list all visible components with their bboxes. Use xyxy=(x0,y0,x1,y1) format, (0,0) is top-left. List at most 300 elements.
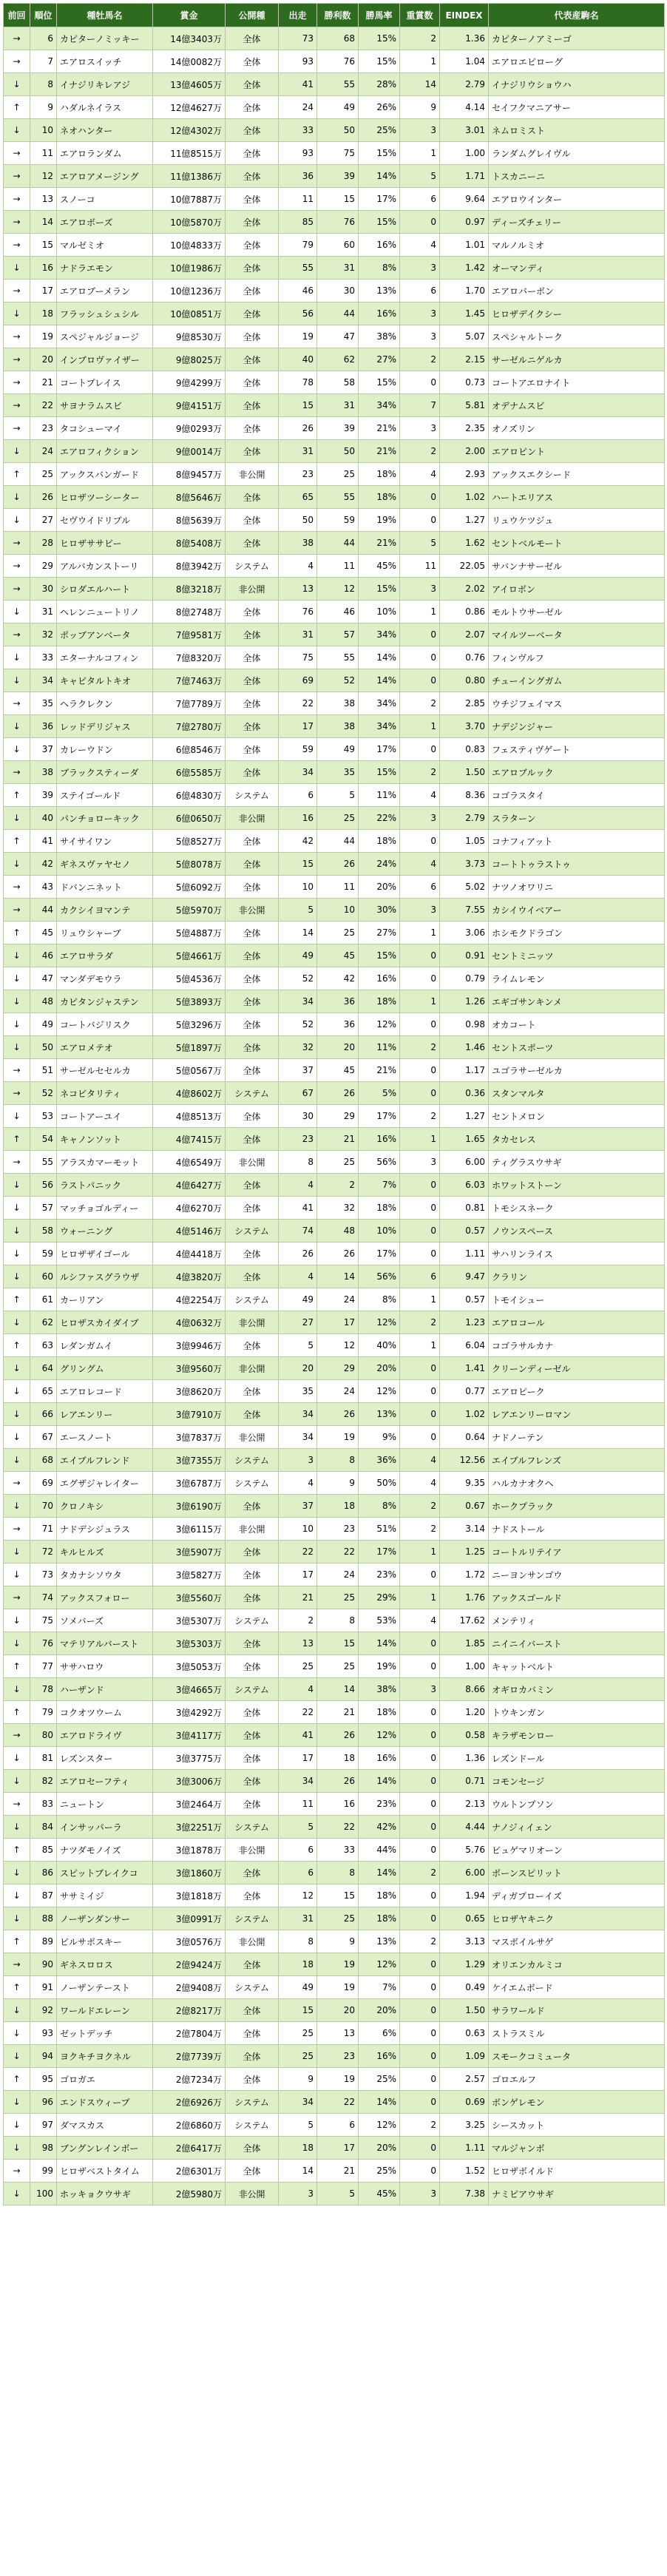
cell-prev-trend: ↓ xyxy=(4,1036,30,1059)
cell-starts: 15 xyxy=(279,394,317,417)
cell-sire-name: ニュートン xyxy=(57,1793,153,1816)
cell-representative-offspring: エイブルフレンズ xyxy=(489,1449,665,1472)
cell-prize: 4億3820万 xyxy=(153,1265,226,1288)
cell-prize: 2億6417万 xyxy=(153,2137,226,2160)
table-row xyxy=(4,73,665,96)
cell-representative-offspring: ナツノオワリニ xyxy=(489,876,665,899)
cell-representative-offspring: エアロピント xyxy=(489,440,665,463)
cell-starts: 10 xyxy=(279,1518,317,1541)
cell-representative-offspring: ゴロエルフ xyxy=(489,2068,665,2091)
table-row xyxy=(4,1976,665,1999)
cell-starts: 15 xyxy=(279,1999,317,2022)
cell-prev-trend: → xyxy=(4,280,30,302)
cell-representative-offspring: コゴラサルカナ xyxy=(489,1334,665,1357)
cell-public-type: 全体 xyxy=(226,738,279,761)
cell-starts: 46 xyxy=(279,280,317,302)
table-row xyxy=(4,257,665,280)
cell-representative-offspring: オーマンディ xyxy=(489,257,665,280)
table-row xyxy=(4,1678,665,1701)
cell-wins: 12 xyxy=(317,1334,359,1357)
table-row xyxy=(4,1563,665,1586)
cell-rank: 83 xyxy=(30,1793,57,1816)
cell-wins: 26 xyxy=(317,1770,359,1793)
cell-representative-offspring: ニーヨンサンゴウ xyxy=(489,1563,665,1586)
cell-win-rate: 12% xyxy=(359,1013,400,1036)
cell-win-rate: 16% xyxy=(359,2045,400,2068)
table-row xyxy=(4,325,665,348)
cell-public-type: 全体 xyxy=(226,2137,279,2160)
cell-prize: 2億6926万 xyxy=(153,2091,226,2114)
cell-wins: 44 xyxy=(317,830,359,853)
cell-public-type: 全体 xyxy=(226,692,279,715)
cell-public-type: システム xyxy=(226,2114,279,2137)
cell-graded-wins: 3 xyxy=(400,302,440,325)
cell-prev-trend: ↓ xyxy=(4,1495,30,1518)
cell-public-type: 全体 xyxy=(226,1747,279,1770)
cell-win-rate: 20% xyxy=(359,1999,400,2022)
cell-eindex: 0.58 xyxy=(440,1724,489,1747)
cell-graded-wins: 0 xyxy=(400,1884,440,1907)
cell-wins: 9 xyxy=(317,1930,359,1953)
cell-eindex: 6.00 xyxy=(440,1151,489,1174)
cell-representative-offspring: トスカニーニ xyxy=(489,165,665,188)
cell-eindex: 3.14 xyxy=(440,1518,489,1541)
cell-starts: 4 xyxy=(279,1174,317,1197)
cell-representative-offspring: カピターノアミーゴ xyxy=(489,27,665,50)
cell-eindex: 1.71 xyxy=(440,165,489,188)
cell-public-type: 全体 xyxy=(226,1013,279,1036)
cell-eindex: 1.36 xyxy=(440,27,489,50)
cell-graded-wins: 0 xyxy=(400,623,440,646)
cell-wins: 58 xyxy=(317,371,359,394)
cell-starts: 55 xyxy=(279,257,317,280)
cell-win-rate: 27% xyxy=(359,922,400,944)
cell-prize: 3億6787万 xyxy=(153,1472,226,1495)
cell-wins: 45 xyxy=(317,944,359,967)
cell-prev-trend: ↓ xyxy=(4,1632,30,1655)
cell-wins: 52 xyxy=(317,669,359,692)
cell-wins: 26 xyxy=(317,1082,359,1105)
cell-prize: 7億7463万 xyxy=(153,669,226,692)
cell-eindex: 1.50 xyxy=(440,761,489,784)
cell-wins: 25 xyxy=(317,463,359,486)
table-row xyxy=(4,1243,665,1265)
cell-rank: 51 xyxy=(30,1059,57,1082)
cell-rank: 46 xyxy=(30,944,57,967)
cell-public-type: 全体 xyxy=(226,1999,279,2022)
cell-sire-name: グリングム xyxy=(57,1357,153,1380)
cell-win-rate: 17% xyxy=(359,188,400,211)
cell-wins: 21 xyxy=(317,1701,359,1724)
cell-rank: 95 xyxy=(30,2068,57,2091)
cell-eindex: 1.46 xyxy=(440,1036,489,1059)
cell-representative-offspring: トウキンガン xyxy=(489,1701,665,1724)
table-row xyxy=(4,1449,665,1472)
cell-eindex: 1.04 xyxy=(440,50,489,73)
cell-eindex: 1.72 xyxy=(440,1563,489,1586)
cell-rank: 48 xyxy=(30,990,57,1013)
cell-win-rate: 7% xyxy=(359,1174,400,1197)
cell-wins: 68 xyxy=(317,27,359,50)
cell-eindex: 9.64 xyxy=(440,188,489,211)
cell-public-type: 全体 xyxy=(226,853,279,876)
cell-win-rate: 25% xyxy=(359,2068,400,2091)
cell-prev-trend: → xyxy=(4,1953,30,1976)
cell-starts: 59 xyxy=(279,738,317,761)
cell-public-type: 全体 xyxy=(226,1265,279,1288)
cell-rank: 64 xyxy=(30,1357,57,1380)
cell-wins: 12 xyxy=(317,578,359,601)
cell-public-type: 全体 xyxy=(226,1953,279,1976)
cell-public-type: 全体 xyxy=(226,142,279,165)
cell-prev-trend: ↓ xyxy=(4,601,30,623)
cell-eindex: 0.69 xyxy=(440,2091,489,2114)
cell-representative-offspring: フィンヴルフ xyxy=(489,646,665,669)
cell-graded-wins: 0 xyxy=(400,2137,440,2160)
cell-prize: 5億1897万 xyxy=(153,1036,226,1059)
cell-graded-wins: 0 xyxy=(400,1013,440,1036)
cell-wins: 23 xyxy=(317,1518,359,1541)
cell-eindex: 1.65 xyxy=(440,1128,489,1151)
cell-prev-trend: ↓ xyxy=(4,1862,30,1884)
cell-win-rate: 17% xyxy=(359,1243,400,1265)
cell-graded-wins: 1 xyxy=(400,142,440,165)
cell-rank: 49 xyxy=(30,1013,57,1036)
cell-eindex: 1.52 xyxy=(440,2160,489,2183)
cell-sire-name: カレーウドン xyxy=(57,738,153,761)
cell-rank: 62 xyxy=(30,1311,57,1334)
cell-prize: 9億4151万 xyxy=(153,394,226,417)
cell-sire-name: ナドラエモン xyxy=(57,257,153,280)
table-row xyxy=(4,27,665,50)
cell-wins: 47 xyxy=(317,325,359,348)
cell-prev-trend: → xyxy=(4,876,30,899)
cell-prize: 5億8078万 xyxy=(153,853,226,876)
table-row xyxy=(4,1334,665,1357)
cell-sire-name: アラスカマーモット xyxy=(57,1151,153,1174)
cell-graded-wins: 0 xyxy=(400,2022,440,2045)
cell-eindex: 1.94 xyxy=(440,1884,489,1907)
cell-graded-wins: 2 xyxy=(400,1311,440,1334)
table-row xyxy=(4,715,665,738)
cell-graded-wins: 0 xyxy=(400,509,440,532)
cell-wins: 26 xyxy=(317,853,359,876)
cell-graded-wins: 0 xyxy=(400,738,440,761)
cell-rank: 25 xyxy=(30,463,57,486)
cell-rank: 82 xyxy=(30,1770,57,1793)
cell-eindex: 1.11 xyxy=(440,1243,489,1265)
cell-prev-trend: ↓ xyxy=(4,2091,30,2114)
cell-graded-wins: 0 xyxy=(400,2068,440,2091)
cell-sire-name: エイブルフレンド xyxy=(57,1449,153,1472)
cell-sire-name: ヒロザササビー xyxy=(57,532,153,555)
cell-prev-trend: → xyxy=(4,623,30,646)
table-row xyxy=(4,853,665,876)
cell-eindex: 1.01 xyxy=(440,234,489,257)
cell-graded-wins: 0 xyxy=(400,486,440,509)
cell-public-type: システム xyxy=(226,784,279,807)
cell-prize: 8億5646万 xyxy=(153,486,226,509)
cell-graded-wins: 0 xyxy=(400,1563,440,1586)
cell-sire-name: カーリアン xyxy=(57,1288,153,1311)
cell-public-type: 非公開 xyxy=(226,578,279,601)
cell-win-rate: 14% xyxy=(359,1632,400,1655)
cell-public-type: 全体 xyxy=(226,715,279,738)
cell-representative-offspring: サバンナサーゼル xyxy=(489,555,665,578)
cell-starts: 65 xyxy=(279,486,317,509)
cell-win-rate: 12% xyxy=(359,2114,400,2137)
cell-win-rate: 18% xyxy=(359,486,400,509)
cell-sire-name: ノーザンダンサー xyxy=(57,1907,153,1930)
cell-rank: 35 xyxy=(30,692,57,715)
cell-public-type: 全体 xyxy=(226,1884,279,1907)
cell-graded-wins: 0 xyxy=(400,1403,440,1426)
cell-sire-name: スペジャルジョージ xyxy=(57,325,153,348)
cell-rank: 77 xyxy=(30,1655,57,1678)
cell-win-rate: 8% xyxy=(359,1495,400,1518)
cell-prize: 4億8602万 xyxy=(153,1082,226,1105)
cell-rank: 81 xyxy=(30,1747,57,1770)
cell-rank: 78 xyxy=(30,1678,57,1701)
cell-starts: 37 xyxy=(279,1495,317,1518)
cell-sire-name: ステイゴールド xyxy=(57,784,153,807)
cell-starts: 22 xyxy=(279,692,317,715)
cell-win-rate: 23% xyxy=(359,1563,400,1586)
table-row xyxy=(4,509,665,532)
cell-prev-trend: → xyxy=(4,1586,30,1609)
cell-rank: 68 xyxy=(30,1449,57,1472)
cell-eindex: 5.07 xyxy=(440,325,489,348)
cell-sire-name: タコシューマイ xyxy=(57,417,153,440)
cell-starts: 26 xyxy=(279,417,317,440)
cell-starts: 33 xyxy=(279,119,317,142)
table-row xyxy=(4,2045,665,2068)
cell-representative-offspring: トモシスネーク xyxy=(489,1197,665,1220)
cell-graded-wins: 0 xyxy=(400,371,440,394)
cell-win-rate: 23% xyxy=(359,1793,400,1816)
cell-public-type: 全体 xyxy=(226,1036,279,1059)
cell-prize: 4億4418万 xyxy=(153,1243,226,1265)
cell-prev-trend: ↓ xyxy=(4,715,30,738)
cell-win-rate: 16% xyxy=(359,302,400,325)
cell-rank: 76 xyxy=(30,1632,57,1655)
cell-rank: 87 xyxy=(30,1884,57,1907)
cell-sire-name: シロダエルハート xyxy=(57,578,153,601)
cell-prize: 3億9946万 xyxy=(153,1334,226,1357)
cell-public-type: 全体 xyxy=(226,1243,279,1265)
cell-prize: 12億4302万 xyxy=(153,119,226,142)
cell-representative-offspring: レアエンリーロマン xyxy=(489,1403,665,1426)
table-row xyxy=(4,234,665,257)
cell-public-type: 全体 xyxy=(226,1403,279,1426)
cell-graded-wins: 0 xyxy=(400,1839,440,1862)
table-row xyxy=(4,899,665,922)
table-row xyxy=(4,394,665,417)
cell-prev-trend: → xyxy=(4,1151,30,1174)
cell-eindex: 0.63 xyxy=(440,2022,489,2045)
header-starts: 出走 xyxy=(279,4,317,27)
cell-public-type: 全体 xyxy=(226,486,279,509)
cell-wins: 14 xyxy=(317,1678,359,1701)
cell-graded-wins: 3 xyxy=(400,578,440,601)
cell-public-type: システム xyxy=(226,1288,279,1311)
cell-prize: 12億4627万 xyxy=(153,96,226,119)
cell-wins: 49 xyxy=(317,96,359,119)
cell-public-type: 全体 xyxy=(226,1059,279,1082)
cell-win-rate: 12% xyxy=(359,1724,400,1747)
cell-rank: 30 xyxy=(30,578,57,601)
cell-prize: 9億4299万 xyxy=(153,371,226,394)
cell-rank: 12 xyxy=(30,165,57,188)
table-row xyxy=(4,165,665,188)
cell-representative-offspring: イナジリウショウハ xyxy=(489,73,665,96)
cell-prize: 8億9457万 xyxy=(153,463,226,486)
cell-sire-name: ギネスロロス xyxy=(57,1953,153,1976)
cell-prev-trend: ↓ xyxy=(4,990,30,1013)
cell-prize: 5億4661万 xyxy=(153,944,226,967)
cell-rank: 84 xyxy=(30,1816,57,1839)
cell-prize: 2億7234万 xyxy=(153,2068,226,2091)
cell-win-rate: 18% xyxy=(359,830,400,853)
cell-wins: 5 xyxy=(317,784,359,807)
cell-public-type: 全体 xyxy=(226,1724,279,1747)
cell-public-type: システム xyxy=(226,1976,279,1999)
cell-wins: 17 xyxy=(317,2137,359,2160)
cell-starts: 49 xyxy=(279,1976,317,1999)
cell-representative-offspring: クリーンディーゼル xyxy=(489,1357,665,1380)
cell-graded-wins: 0 xyxy=(400,1243,440,1265)
cell-eindex: 1.76 xyxy=(440,1586,489,1609)
cell-public-type: 全体 xyxy=(226,1770,279,1793)
cell-sire-name: タカナシソウタ xyxy=(57,1563,153,1586)
cell-rank: 74 xyxy=(30,1586,57,1609)
cell-public-type: 全体 xyxy=(226,73,279,96)
cell-sire-name: エアロドライヴ xyxy=(57,1724,153,1747)
cell-starts: 18 xyxy=(279,2137,317,2160)
cell-sire-name: エアロアメージング xyxy=(57,165,153,188)
cell-eindex: 0.77 xyxy=(440,1380,489,1403)
cell-rank: 57 xyxy=(30,1197,57,1220)
cell-win-rate: 36% xyxy=(359,1449,400,1472)
cell-sire-name: スノーコ xyxy=(57,188,153,211)
cell-rank: 90 xyxy=(30,1953,57,1976)
cell-rank: 52 xyxy=(30,1082,57,1105)
cell-starts: 41 xyxy=(279,1724,317,1747)
cell-prev-trend: ↓ xyxy=(4,2137,30,2160)
cell-starts: 73 xyxy=(279,27,317,50)
table-row xyxy=(4,1059,665,1082)
cell-graded-wins: 2 xyxy=(400,761,440,784)
cell-sire-name: ラストパニック xyxy=(57,1174,153,1197)
cell-starts: 4 xyxy=(279,1472,317,1495)
cell-eindex: 0.76 xyxy=(440,646,489,669)
cell-wins: 20 xyxy=(317,1036,359,1059)
cell-graded-wins: 4 xyxy=(400,1472,440,1495)
cell-representative-offspring: サハリンライス xyxy=(489,1243,665,1265)
cell-sire-name: エンドスウィープ xyxy=(57,2091,153,2114)
cell-sire-name: エアロサラダ xyxy=(57,944,153,967)
header-sire-name: 種牡馬名 xyxy=(57,4,153,27)
cell-rank: 73 xyxy=(30,1563,57,1586)
cell-starts: 4 xyxy=(279,1265,317,1288)
cell-win-rate: 10% xyxy=(359,601,400,623)
cell-prize: 5億3893万 xyxy=(153,990,226,1013)
cell-representative-offspring: アックスゴールド xyxy=(489,1586,665,1609)
cell-public-type: 全体 xyxy=(226,325,279,348)
cell-starts: 41 xyxy=(279,1197,317,1220)
cell-sire-name: カクシイヨマンテ xyxy=(57,899,153,922)
cell-graded-wins: 4 xyxy=(400,784,440,807)
cell-eindex: 5.76 xyxy=(440,1839,489,1862)
cell-prize: 3億5560万 xyxy=(153,1586,226,1609)
cell-prize: 4億8513万 xyxy=(153,1105,226,1128)
table-row xyxy=(4,302,665,325)
cell-eindex: 1.23 xyxy=(440,1311,489,1334)
sire-ranking-table xyxy=(3,3,665,2205)
cell-prize: 14億3403万 xyxy=(153,27,226,50)
cell-wins: 25 xyxy=(317,1655,359,1678)
cell-eindex: 0.79 xyxy=(440,967,489,990)
cell-prize: 3億3006万 xyxy=(153,1770,226,1793)
cell-win-rate: 21% xyxy=(359,532,400,555)
cell-prev-trend: ↓ xyxy=(4,807,30,830)
cell-sire-name: ワールドエレーン xyxy=(57,1999,153,2022)
table-row xyxy=(4,371,665,394)
table-row xyxy=(4,692,665,715)
cell-representative-offspring: シースカット xyxy=(489,2114,665,2137)
table-row xyxy=(4,944,665,967)
cell-wins: 17 xyxy=(317,1311,359,1334)
cell-public-type: システム xyxy=(226,1082,279,1105)
cell-win-rate: 18% xyxy=(359,463,400,486)
cell-eindex: 3.01 xyxy=(440,119,489,142)
cell-wins: 23 xyxy=(317,2045,359,2068)
cell-prev-trend: ↓ xyxy=(4,1380,30,1403)
cell-graded-wins: 2 xyxy=(400,440,440,463)
cell-representative-offspring: ボンゲレモン xyxy=(489,2091,665,2114)
cell-wins: 18 xyxy=(317,1747,359,1770)
cell-representative-offspring: キラザモンロー xyxy=(489,1724,665,1747)
cell-prize: 13億4605万 xyxy=(153,73,226,96)
cell-prize: 3億9560万 xyxy=(153,1357,226,1380)
cell-public-type: 全体 xyxy=(226,1174,279,1197)
cell-prize: 3億4292万 xyxy=(153,1701,226,1724)
cell-prev-trend: ↓ xyxy=(4,1105,30,1128)
cell-win-rate: 14% xyxy=(359,2091,400,2114)
cell-prev-trend: ↓ xyxy=(4,1449,30,1472)
cell-graded-wins: 0 xyxy=(400,1059,440,1082)
cell-graded-wins: 1 xyxy=(400,601,440,623)
cell-win-rate: 53% xyxy=(359,1609,400,1632)
cell-rank: 91 xyxy=(30,1976,57,1999)
cell-prev-trend: → xyxy=(4,1472,30,1495)
cell-rank: 53 xyxy=(30,1105,57,1128)
cell-wins: 38 xyxy=(317,715,359,738)
table-row xyxy=(4,440,665,463)
cell-eindex: 1.50 xyxy=(440,1999,489,2022)
cell-representative-offspring: ヒロザヤキニク xyxy=(489,1907,665,1930)
cell-prize: 9億8530万 xyxy=(153,325,226,348)
cell-wins: 6 xyxy=(317,2114,359,2137)
table-row xyxy=(4,2137,665,2160)
cell-representative-offspring: レズンドール xyxy=(489,1747,665,1770)
cell-prize: 3億1878万 xyxy=(153,1839,226,1862)
cell-starts: 25 xyxy=(279,2045,317,2068)
cell-prev-trend: ↑ xyxy=(4,1334,30,1357)
table-row xyxy=(4,1151,665,1174)
header-graded-wins: 重賞数 xyxy=(400,4,440,27)
cell-eindex: 5.02 xyxy=(440,876,489,899)
